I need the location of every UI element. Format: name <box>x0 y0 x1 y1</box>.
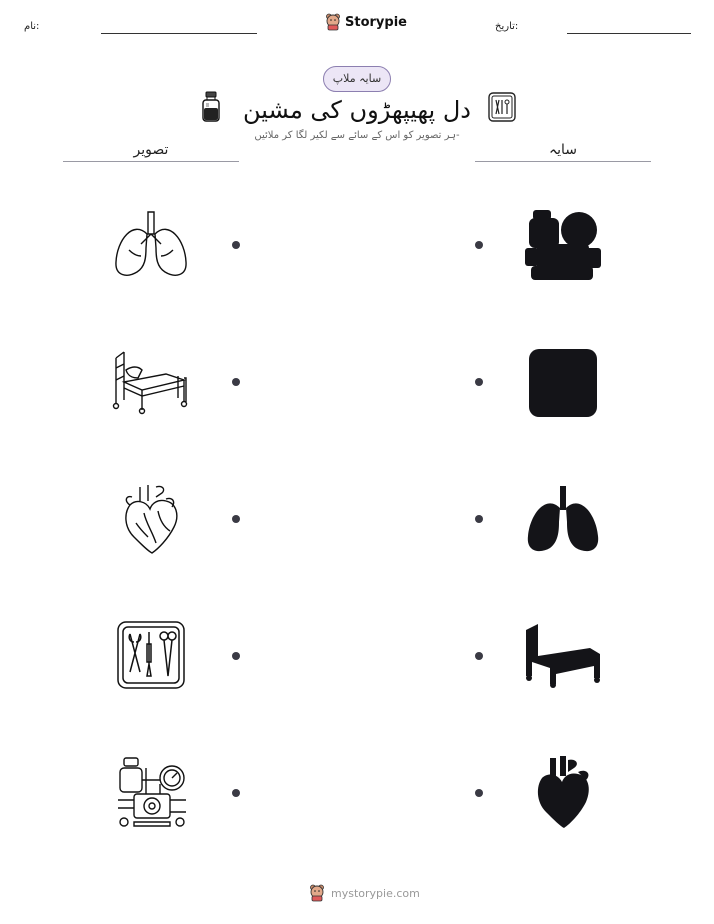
left-match-dot[interactable] <box>232 652 240 660</box>
lungs-silhouette <box>526 486 600 554</box>
picture-column-heading: تصویر <box>133 142 169 158</box>
hospital-bed-silhouette <box>524 622 602 688</box>
activity-badge: سایہ ملاپ <box>323 66 391 92</box>
surgical-tools-small-icon <box>488 92 516 122</box>
date-label: تاریخ: <box>495 21 519 32</box>
surgical-tools-picture <box>116 620 186 690</box>
lungs-picture <box>113 210 189 280</box>
right-match-dot[interactable] <box>475 652 483 660</box>
name-field-line[interactable] <box>101 33 257 34</box>
heart-picture <box>122 483 180 555</box>
right-match-dot[interactable] <box>475 241 483 249</box>
left-match-dot[interactable] <box>232 378 240 386</box>
footer <box>309 884 420 902</box>
worksheet-title: دل پھیپھڑوں کی مشین <box>243 96 471 124</box>
left-match-dot[interactable] <box>232 241 240 249</box>
heart-lung-machine-silhouette <box>525 208 601 282</box>
left-match-dot[interactable] <box>232 789 240 797</box>
brand-name: Storypie <box>345 14 407 30</box>
hospital-bed-picture <box>112 348 190 416</box>
heart-lung-machine-picture <box>116 756 188 830</box>
right-match-dot[interactable] <box>475 515 483 523</box>
bear-mascot-icon <box>325 13 341 31</box>
surgical-tools-silhouette <box>528 348 598 418</box>
shadow-column-underline <box>475 161 651 162</box>
bear-mascot-icon <box>309 884 325 902</box>
date-field-line[interactable] <box>567 33 691 34</box>
worksheet-instructions: ہر تصویر کو اس کے سائے سے لکیر لگا کر ملائیں- <box>254 130 460 141</box>
right-match-dot[interactable] <box>475 378 483 386</box>
footer-url[interactable]: mystorypie.com <box>331 886 420 900</box>
right-match-dot[interactable] <box>475 789 483 797</box>
brand-logo <box>325 13 407 31</box>
picture-column-underline <box>63 161 239 162</box>
heart-silhouette <box>534 756 594 830</box>
name-label: نام: <box>24 21 40 32</box>
shadow-column-heading: سایہ <box>548 142 578 158</box>
left-match-dot[interactable] <box>232 515 240 523</box>
